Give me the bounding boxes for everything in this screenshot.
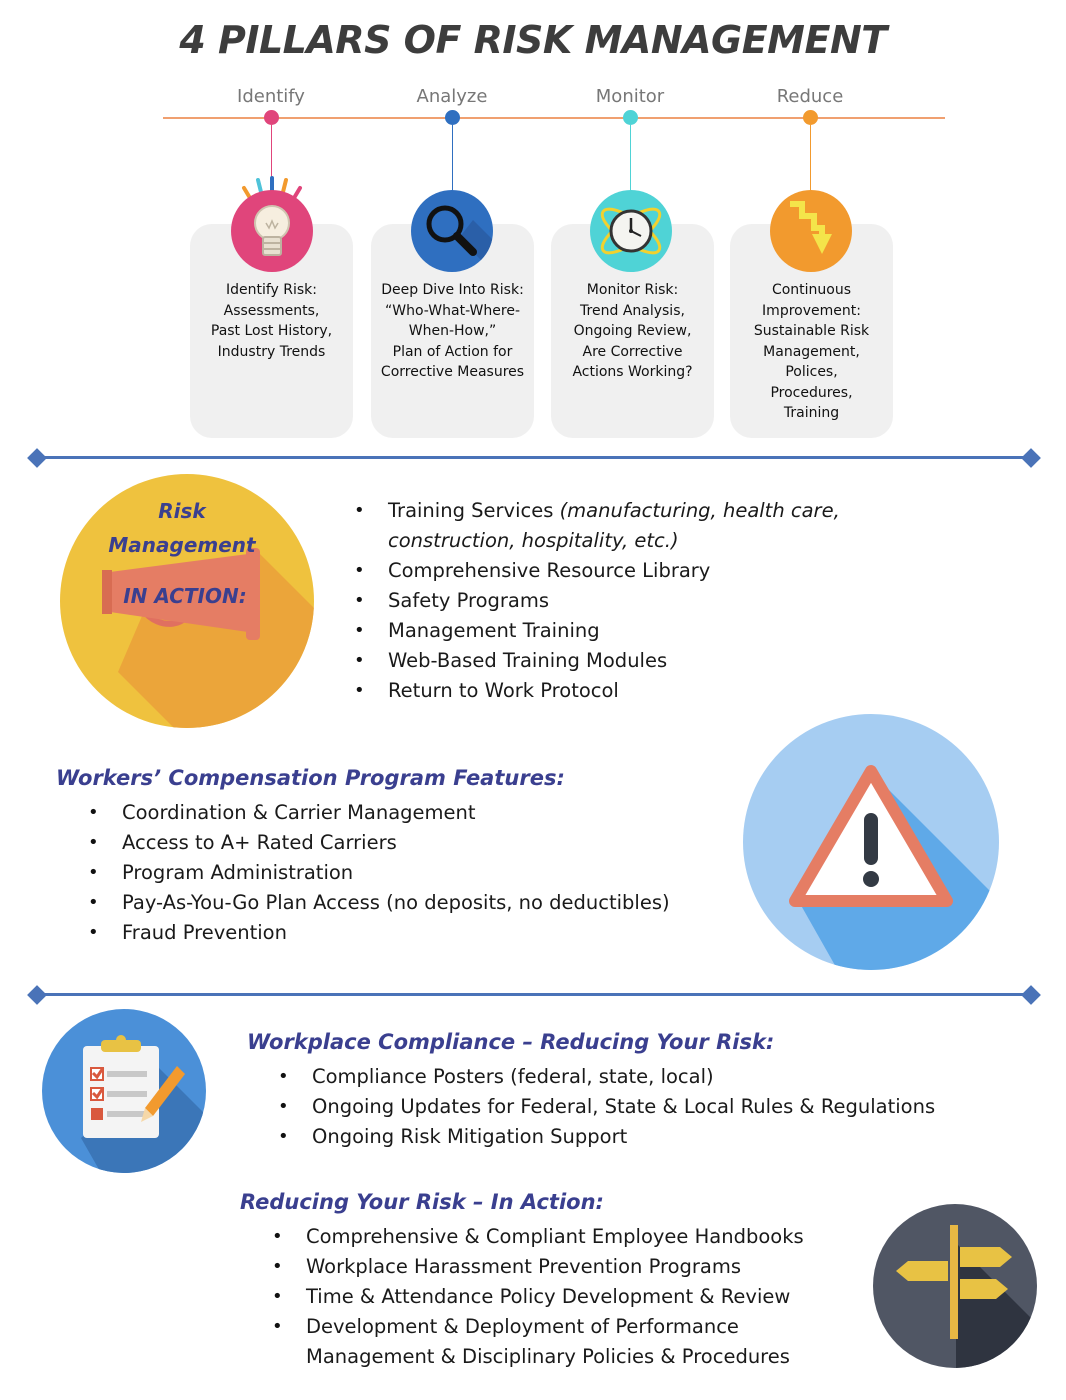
pillar-line: Plan of Action for [392, 343, 513, 360]
divider-diamond [1021, 448, 1041, 468]
timeline-dot-monitor [623, 110, 638, 125]
pillar-line: Sustainable Risk [753, 323, 870, 339]
pillar-line: Deep Dive Into Risk: [381, 282, 524, 298]
list-item: • Coordination & Carrier Management [88, 798, 670, 828]
pillar-text-identify [190, 280, 353, 362]
pillar-label-analyze: Analyze [416, 86, 488, 107]
risk-action-badge-text [92, 494, 272, 562]
list-item: • Ongoing Risk Mitigation Support [278, 1122, 935, 1152]
reducing-heading: Reducing Your Risk – In Action: [240, 1190, 604, 1214]
timeline-stem [452, 125, 453, 197]
list-item [354, 496, 840, 526]
timeline-dot-reduce [803, 110, 818, 125]
workers-comp-heading: Workers’ Compensation Program Features: [56, 766, 565, 790]
divider-diamond [27, 985, 47, 1005]
risk-action-list [354, 496, 840, 706]
pillar-text-reduce [730, 280, 893, 424]
pillar-line: Trend Analysis, [580, 302, 685, 319]
divider-diamond [1021, 985, 1041, 1005]
list-item: • Web-Based Training Modules [354, 646, 840, 676]
pillar-line: Ongoing Review, [573, 323, 692, 339]
timeline-stem [810, 125, 811, 197]
list-item: • Fraud Prevention [88, 918, 670, 948]
pillar-label-monitor: Monitor [595, 86, 665, 107]
magnifier-icon [411, 190, 493, 272]
list-item: • Safety Programs [354, 586, 840, 616]
timeline-dot-identify [264, 110, 279, 125]
clock-icon [590, 190, 672, 272]
section-divider [38, 456, 1032, 459]
list-item-emphasis: construction, hospitality, etc.) [388, 529, 679, 552]
badge-line: Risk [158, 499, 206, 523]
list-item: • Return to Work Protocol [354, 676, 840, 706]
list-item-continuation: Management & Disciplinary Policies & Procedures [306, 1345, 790, 1368]
pillar-label-reduce: Reduce [776, 86, 844, 107]
pillar-line: Industry Trends [217, 343, 326, 360]
list-item: • Comprehensive & Compliant Employee Handbooks [272, 1222, 804, 1252]
pillar-line: When-How,” [408, 323, 497, 339]
list-item: • Compliance Posters (federal, state, local) [278, 1062, 935, 1092]
list-item: • Pay-As-You-Go Plan Access (no deposits, no deductibles) [88, 888, 670, 918]
list-item: • Development & Deployment of Performance [272, 1312, 804, 1342]
warning-icon [742, 713, 1000, 971]
list-item: • Management Training [354, 616, 840, 646]
pillar-line: Improvement: [762, 302, 861, 319]
badge-line: IN ACTION: [123, 584, 247, 608]
workers-comp-list [88, 798, 670, 948]
pillar-line: Training [783, 405, 840, 421]
pillar-line: “Who-What-Where- [385, 302, 520, 319]
lightbulb-icon [228, 176, 316, 276]
stairs-arrow-icon [770, 190, 852, 272]
pillar-line: Corrective Measures [380, 364, 525, 380]
section-divider [38, 993, 1032, 996]
list-item: • Time & Attendance Policy Development & Review [272, 1282, 804, 1312]
pillar-line: Management, [763, 343, 860, 360]
pillar-line: Continuous [771, 282, 852, 298]
list-item-emphasis: (manufacturing, health care, [559, 499, 840, 522]
pillar-line: Monitor Risk: [586, 282, 679, 298]
list-item: • Access to A+ Rated Carriers [88, 828, 670, 858]
list-item-continuation [354, 526, 840, 556]
compliance-list [278, 1062, 935, 1152]
divider-diamond [27, 448, 47, 468]
badge-line: Management [108, 533, 256, 557]
timeline-stem [630, 125, 631, 197]
timeline-line [163, 117, 945, 119]
pillar-line: Past Lost History, [210, 323, 333, 339]
pillar-line: Polices, [785, 364, 838, 380]
list-item: • Ongoing Updates for Federal, State & Local Rules & Regulations [278, 1092, 935, 1122]
timeline-dot-analyze [445, 110, 460, 125]
list-item: • Workplace Harassment Prevention Programs [272, 1252, 804, 1282]
signpost-icon [872, 1203, 1038, 1369]
page-title: 4 PILLARS OF RISK MANAGEMENT [179, 18, 887, 62]
list-item-text: Training Services [388, 499, 560, 522]
pillar-text-analyze [371, 280, 534, 383]
pillar-line: Identify Risk: [225, 282, 318, 298]
compliance-heading: Workplace Compliance – Reducing Your Risk: [247, 1030, 775, 1054]
pillar-line: Procedures, [770, 384, 853, 401]
list-item: • Comprehensive Resource Library [354, 556, 840, 586]
checklist-icon [41, 1008, 207, 1174]
pillar-text-monitor [551, 280, 714, 383]
pillar-line: Are Corrective [582, 343, 683, 360]
reducing-list [272, 1222, 804, 1372]
list-item: • Program Administration [88, 858, 670, 888]
pillar-line: Assessments, [223, 302, 320, 319]
pillar-line: Actions Working? [572, 364, 693, 380]
pillar-label-identify: Identify [237, 86, 305, 107]
